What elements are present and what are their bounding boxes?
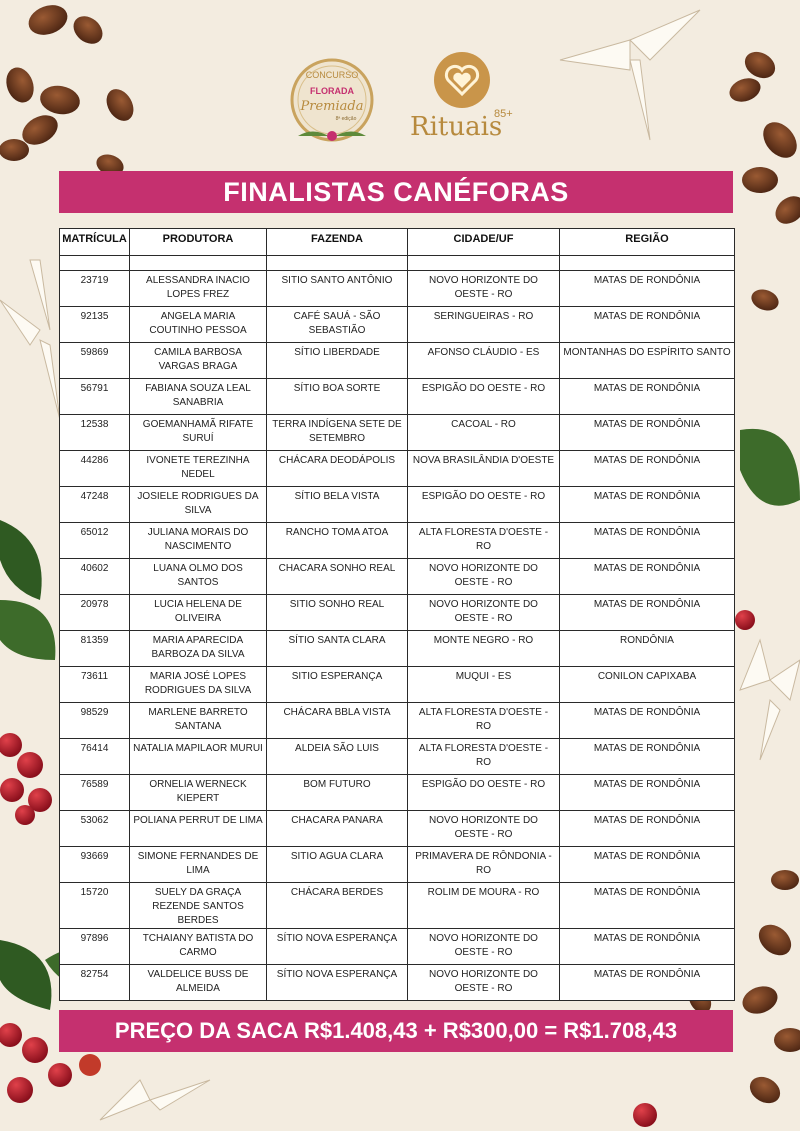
table-row — [60, 811, 735, 847]
cell-produtora: LUCIA HELENA DE OLIVEIRA — [130, 595, 267, 631]
cell-cidade: AFONSO CLÁUDIO - ES — [408, 343, 560, 379]
cell-produtora: IVONETE TEREZINHA NEDEL — [130, 451, 267, 487]
table-row — [60, 451, 735, 487]
cell-cidade: NOVO HORIZONTE DO OESTE - RO — [408, 929, 560, 965]
cell-fazenda: SITIO ESPERANÇA — [267, 667, 408, 703]
table-row — [60, 487, 735, 523]
florada-line2: FLORADA — [310, 86, 354, 96]
cell-produtora: MARLENE BARRETO SANTANA — [130, 703, 267, 739]
cell-regiao: MATAS DE RONDÔNIA — [560, 451, 735, 487]
cell-regiao: MATAS DE RONDÔNIA — [560, 929, 735, 965]
cell-regiao: MONTANHAS DO ESPÍRITO SANTO — [560, 343, 735, 379]
table-spacer-row — [60, 256, 735, 271]
cell-cidade: SERINGUEIRAS - RO — [408, 307, 560, 343]
header-regiao: REGIÃO — [560, 229, 735, 256]
cell-produtora: ANGELA MARIA COUTINHO PESSOA — [130, 307, 267, 343]
cell-matricula: 44286 — [60, 451, 130, 487]
table-row — [60, 703, 735, 739]
cell-produtora: SUELY DA GRAÇA REZENDE SANTOS BERDES — [130, 883, 267, 929]
cell-matricula: 15720 — [60, 883, 130, 929]
cell-produtora: CAMILA BARBOSA VARGAS BRAGA — [130, 343, 267, 379]
table-row — [60, 307, 735, 343]
cell-matricula: 73611 — [60, 667, 130, 703]
spacer-cell — [60, 256, 130, 271]
cell-regiao: MATAS DE RONDÔNIA — [560, 379, 735, 415]
cell-regiao: MATAS DE RONDÔNIA — [560, 965, 735, 1001]
cell-matricula: 92135 — [60, 307, 130, 343]
table-body — [60, 271, 735, 1001]
florada-line3: Premiada — [300, 99, 364, 114]
cell-produtora: NATALIA MAPILAOR MURUI — [130, 739, 267, 775]
cell-fazenda: CHÁCARA BERDES — [267, 883, 408, 929]
cell-fazenda: SITIO SANTO ANTÔNIO — [267, 271, 408, 307]
cell-fazenda: RANCHO TOMA ATOA — [267, 523, 408, 559]
table-row — [60, 775, 735, 811]
cell-regiao: MATAS DE RONDÔNIA — [560, 739, 735, 775]
cell-fazenda: TERRA INDÍGENA SETE DE SETEMBRO — [267, 415, 408, 451]
cell-cidade: ROLIM DE MOURA - RO — [408, 883, 560, 929]
cell-regiao: MATAS DE RONDÔNIA — [560, 487, 735, 523]
table-row — [60, 739, 735, 775]
cell-fazenda: CHÁCARA BBLA VISTA — [267, 703, 408, 739]
cell-regiao: MATAS DE RONDÔNIA — [560, 595, 735, 631]
cell-fazenda: CHACARA PANARA — [267, 811, 408, 847]
table-row — [60, 667, 735, 703]
cell-produtora: MARIA APARECIDA BARBOZA DA SILVA — [130, 631, 267, 667]
cell-regiao: MATAS DE RONDÔNIA — [560, 307, 735, 343]
cell-cidade: NOVO HORIZONTE DO OESTE - RO — [408, 965, 560, 1001]
cell-cidade: ESPIGÃO DO OESTE - RO — [408, 379, 560, 415]
table-row — [60, 595, 735, 631]
header-produtora: PRODUTORA — [130, 229, 267, 256]
cell-cidade: ALTA FLORESTA D'OESTE - RO — [408, 739, 560, 775]
cell-cidade: ALTA FLORESTA D'OESTE - RO — [408, 523, 560, 559]
cell-produtora: SIMONE FERNANDES DE LIMA — [130, 847, 267, 883]
cell-produtora: LUANA OLMO DOS SANTOS — [130, 559, 267, 595]
cell-cidade: MONTE NEGRO - RO — [408, 631, 560, 667]
cell-cidade: NOVO HORIZONTE DO OESTE - RO — [408, 811, 560, 847]
header-matricula: MATRÍCULA — [60, 229, 130, 256]
table-row — [60, 379, 735, 415]
cell-cidade: ESPIGÃO DO OESTE - RO — [408, 775, 560, 811]
cell-fazenda: SÍTIO NOVA ESPERANÇA — [267, 965, 408, 1001]
cell-produtora: ALESSANDRA INACIO LOPES FREZ — [130, 271, 267, 307]
header-logos — [0, 50, 800, 160]
cell-fazenda: SITIO AGUA CLARA — [267, 847, 408, 883]
spacer-cell — [560, 256, 735, 271]
cell-regiao: MATAS DE RONDÔNIA — [560, 883, 735, 929]
cell-matricula: 47248 — [60, 487, 130, 523]
florada-line4: 8ª edição — [335, 116, 357, 122]
cell-cidade: MUQUI - ES — [408, 667, 560, 703]
cell-fazenda: ALDEIA SÃO LUIS — [267, 739, 408, 775]
cell-fazenda: SÍTIO BOA SORTE — [267, 379, 408, 415]
table-row — [60, 929, 735, 965]
cell-cidade: NOVO HORIZONTE DO OESTE - RO — [408, 271, 560, 307]
cell-fazenda: SÍTIO SANTA CLARA — [267, 631, 408, 667]
rituais-name: Rituais — [410, 112, 503, 142]
cell-cidade: ALTA FLORESTA D'OESTE - RO — [408, 703, 560, 739]
cell-regiao: MATAS DE RONDÔNIA — [560, 775, 735, 811]
cell-produtora: TCHAIANY BATISTA DO CARMO — [130, 929, 267, 965]
cell-matricula: 23719 — [60, 271, 130, 307]
cell-regiao: MATAS DE RONDÔNIA — [560, 415, 735, 451]
cell-matricula: 81359 — [60, 631, 130, 667]
rituais-sup: 85+ — [494, 108, 513, 120]
heart-icon — [432, 50, 492, 110]
cell-produtora: JOSIELE RODRIGUES DA SILVA — [130, 487, 267, 523]
header-cidade: CIDADE/UF — [408, 229, 560, 256]
cell-fazenda: SÍTIO BELA VISTA — [267, 487, 408, 523]
cell-matricula: 82754 — [60, 965, 130, 1001]
cell-cidade: PRIMAVERA DE RÔNDONIA - RO — [408, 847, 560, 883]
cell-cidade: NOVO HORIZONTE DO OESTE - RO — [408, 559, 560, 595]
table-row — [60, 415, 735, 451]
cell-matricula: 40602 — [60, 559, 130, 595]
cell-regiao: MATAS DE RONDÔNIA — [560, 703, 735, 739]
cell-produtora: ORNELIA WERNECK KIEPERT — [130, 775, 267, 811]
table-row — [60, 343, 735, 379]
cell-fazenda: BOM FUTURO — [267, 775, 408, 811]
cell-produtora: POLIANA PERRUT DE LIMA — [130, 811, 267, 847]
cell-cidade: NOVO HORIZONTE DO OESTE - RO — [408, 595, 560, 631]
table-row — [60, 965, 735, 1001]
spacer-cell — [408, 256, 560, 271]
cell-fazenda: SITIO SONHO REAL — [267, 595, 408, 631]
cell-matricula: 76414 — [60, 739, 130, 775]
florada-premiada-logo — [284, 56, 380, 152]
cell-matricula: 93669 — [60, 847, 130, 883]
cell-produtora: VALDELICE BUSS DE ALMEIDA — [130, 965, 267, 1001]
cell-regiao: MATAS DE RONDÔNIA — [560, 811, 735, 847]
cell-regiao: MATAS DE RONDÔNIA — [560, 271, 735, 307]
finalists-table — [59, 228, 735, 1001]
cell-fazenda: SÍTIO NOVA ESPERANÇA — [267, 929, 408, 965]
finalists-table-wrap — [59, 228, 734, 1001]
cell-fazenda: SÍTIO LIBERDADE — [267, 343, 408, 379]
cell-fazenda: CAFÉ SAUÁ - SÃO SEBASTIÃO — [267, 307, 408, 343]
page-title: FINALISTAS CANÉFORAS — [59, 171, 733, 213]
cell-regiao: MATAS DE RONDÔNIA — [560, 523, 735, 559]
cell-matricula: 65012 — [60, 523, 130, 559]
cell-regiao: MATAS DE RONDÔNIA — [560, 559, 735, 595]
florada-line1: CONCURSO — [305, 70, 359, 80]
cell-fazenda: CHÁCARA DEODÁPOLIS — [267, 451, 408, 487]
cell-matricula: 53062 — [60, 811, 130, 847]
table-row — [60, 631, 735, 667]
cell-cidade: CACOAL - RO — [408, 415, 560, 451]
cell-matricula: 20978 — [60, 595, 130, 631]
cell-matricula: 59869 — [60, 343, 130, 379]
cell-matricula: 56791 — [60, 379, 130, 415]
cell-produtora: FABIANA SOUZA LEAL SANABRIA — [130, 379, 267, 415]
cell-matricula: 98529 — [60, 703, 130, 739]
cell-produtora: GOEMANHAMÃ RIFATE SURUÍ — [130, 415, 267, 451]
cell-matricula: 76589 — [60, 775, 130, 811]
header-fazenda: FAZENDA — [267, 229, 408, 256]
cell-regiao: RONDÔNIA — [560, 631, 735, 667]
table-row — [60, 523, 735, 559]
spacer-cell — [267, 256, 408, 271]
cell-matricula: 97896 — [60, 929, 130, 965]
table-header-row — [60, 229, 735, 256]
cell-fazenda: CHACARA SONHO REAL — [267, 559, 408, 595]
cell-cidade: ESPIGÃO DO OESTE - RO — [408, 487, 560, 523]
cell-regiao: MATAS DE RONDÔNIA — [560, 847, 735, 883]
price-banner: PREÇO DA SACA R$1.408,43 + R$300,00 = R$1.708,43 — [59, 1010, 733, 1052]
spacer-cell — [130, 256, 267, 271]
table-row — [60, 559, 735, 595]
cell-produtora: JULIANA MORAIS DO NASCIMENTO — [130, 523, 267, 559]
cell-produtora: MARIA JOSÉ LOPES RODRIGUES DA SILVA — [130, 667, 267, 703]
cell-matricula: 12538 — [60, 415, 130, 451]
cell-cidade: NOVA BRASILÂNDIA D'OESTE — [408, 451, 560, 487]
rituais-logo — [402, 50, 522, 150]
cell-regiao: CONILON CAPIXABA — [560, 667, 735, 703]
table-row — [60, 847, 735, 883]
table-row — [60, 883, 735, 929]
table-row — [60, 271, 735, 307]
